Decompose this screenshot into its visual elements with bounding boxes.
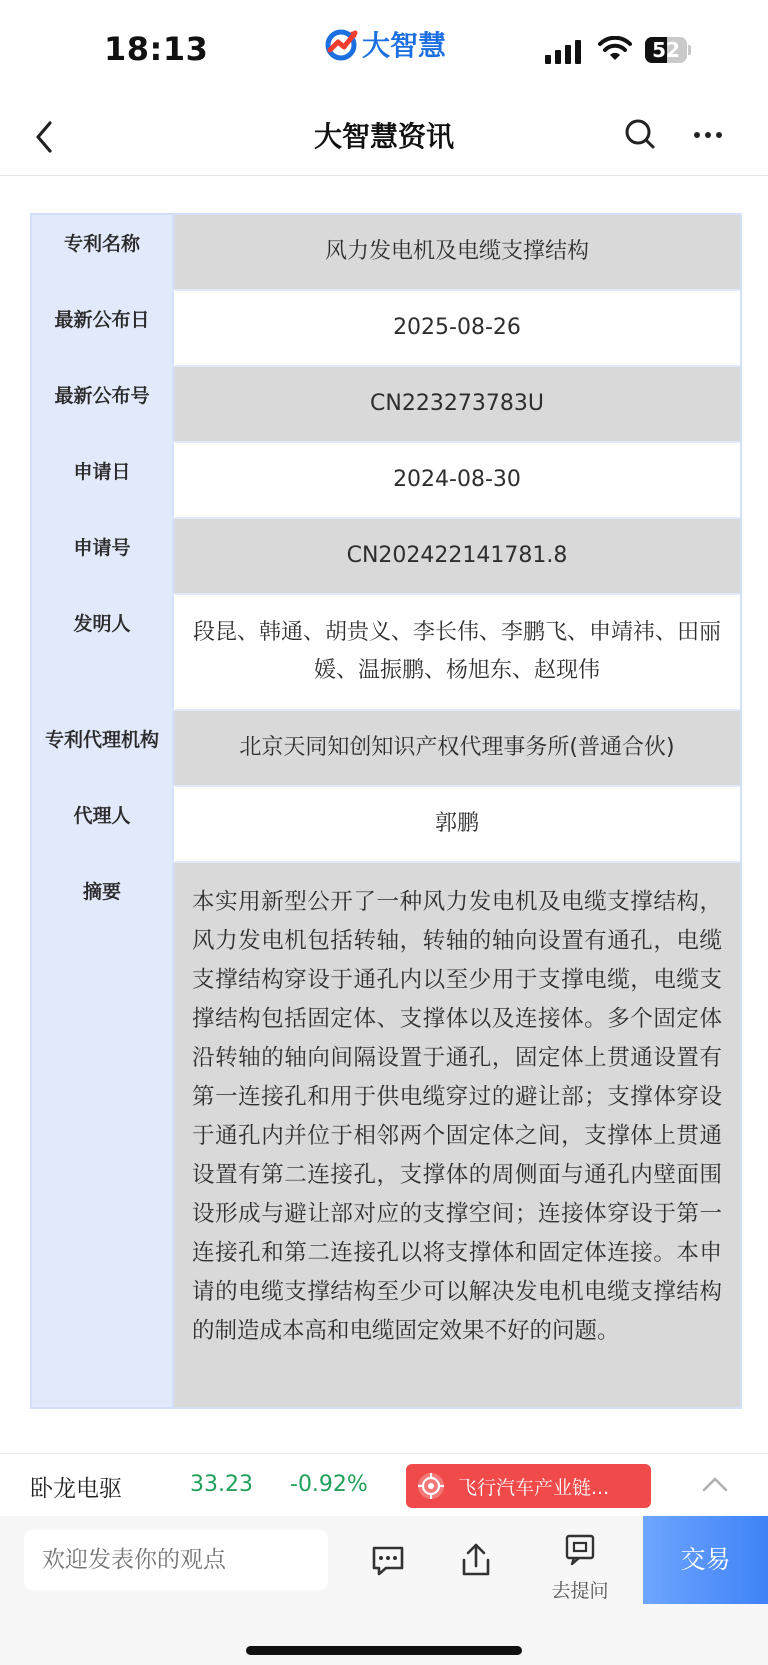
row-label: 代理人 [32, 787, 174, 861]
table-row-pub-date [32, 291, 740, 367]
table-row-agency [32, 711, 740, 787]
cellular-signal-icon [545, 40, 581, 64]
row-label: 最新公布日 [32, 291, 174, 365]
patent-title-value: 风力发电机及电缆支撑结构 [174, 215, 740, 289]
stock-change: -0.92% [290, 1472, 368, 1497]
row-label: 申请日 [32, 443, 174, 517]
table-row-title [32, 215, 740, 291]
row-label: 专利代理机构 [32, 711, 174, 785]
agent-value: 郭鹏 [174, 787, 740, 861]
status-bar [0, 0, 768, 95]
page-title: 大智慧资讯 [313, 120, 454, 153]
more-horizontal-icon[interactable] [688, 115, 728, 155]
row-label: 发明人 [32, 595, 174, 709]
ask-question-button[interactable] [540, 1532, 620, 1602]
logo-swoosh-icon [324, 26, 360, 62]
row-label: 最新公布号 [32, 367, 174, 441]
status-time: 18:13 [104, 30, 209, 68]
wifi-icon [598, 36, 632, 62]
battery-level: 52 [652, 38, 680, 62]
ask-label: 去提问 [551, 1580, 609, 1602]
share-icon[interactable] [456, 1540, 496, 1580]
topic-chip[interactable] [406, 1464, 651, 1508]
bottom-action-bar [0, 1516, 768, 1665]
nav-bar [0, 95, 768, 176]
stock-price: 33.23 [190, 1472, 253, 1497]
row-label: 申请号 [32, 519, 174, 593]
logo-text: 大智慧 [362, 29, 447, 62]
app-date-value: 2024-08-30 [174, 443, 740, 517]
app-logo [324, 24, 446, 64]
app-number-value: CN202422141781.8 [174, 519, 740, 593]
chevron-up-icon[interactable] [700, 1470, 730, 1500]
search-icon[interactable] [620, 115, 660, 155]
agency-value: 北京天同知创知识产权代理事务所(普通合伙) [174, 711, 740, 785]
comment-icon[interactable] [368, 1540, 408, 1580]
abstract-value: 本实用新型公开了一种风力发电机及电缆支撑结构，风力发电机包括转轴，转轴的轴向设置有通孔，电缆支撑结构穿设于通孔内以至少用于支撑电缆，电缆支撑结构包括固定体、支撑体以及连接体。多个固定体沿转轴的轴向间隔设置于通孔，固定体上贯通设置有第一连接孔和用于供电缆穿过的避让部；支撑体穿设于通孔内并位于相邻两个固定体之间，支撑体上贯通设置有第二连接孔，支撑体的周侧面与通孔内壁面围设形成与避让部对应的支撑空间；连接体穿设于第一连接孔和第二连接孔以将支撑体和固定体连接。本申请的电缆支撑结构至少可以解决发电机电缆支撑结构的制造成本高和电缆固定效果不好的问题。 [174, 863, 740, 1407]
topic-chip-label: 飞行汽车产业链... [458, 1477, 610, 1499]
table-row-app-number [32, 519, 740, 595]
table-row-agent [32, 787, 740, 863]
stock-ticker-bar[interactable] [0, 1453, 768, 1516]
row-label: 摘要 [32, 863, 174, 1407]
table-row-inventors [32, 595, 740, 711]
table-row-abstract [32, 863, 740, 1407]
comment-input[interactable] [24, 1530, 328, 1590]
inventors-value: 段昆、韩通、胡贵义、李长伟、李鹏飞、申靖祎、田丽媛、温振鹏、杨旭东、赵现伟 [174, 595, 740, 709]
target-icon [416, 1471, 446, 1501]
pub-number-value: CN223273783U [174, 367, 740, 441]
table-row-pub-number [32, 367, 740, 443]
patent-info-table [30, 213, 742, 1409]
question-icon [562, 1532, 598, 1568]
battery-icon [645, 37, 691, 63]
stock-name[interactable]: 卧龙电驱 [30, 1476, 122, 1502]
home-indicator [246, 1646, 522, 1655]
trade-button[interactable]: 交易 [643, 1516, 768, 1604]
table-row-app-date [32, 443, 740, 519]
row-label: 专利名称 [32, 215, 174, 289]
pub-date-value: 2025-08-26 [174, 291, 740, 365]
